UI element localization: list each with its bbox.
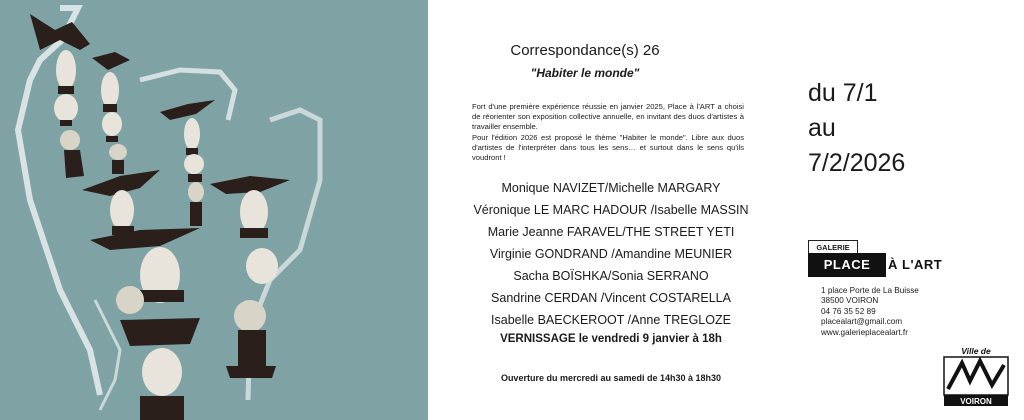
address-city: 38500 VOIRON [821,296,879,306]
exhibition-subtitle: "Habiter le monde" [530,66,640,80]
totem-1 [30,14,90,178]
artist-duo: Sacha BOÏSHKA/Sonia SERRANO [513,269,709,283]
artist-duo: Monique NAVIZET/Michelle MARGARY [501,181,721,195]
ville-logo-top: Ville de [961,346,991,356]
date-end: 7/2/2026 [808,149,906,177]
address-street: 1 place Porte de La Buisse [821,286,919,295]
artist-duo: Isabelle BAECKEROOT /Anne TREGLOZE [491,313,731,327]
date-start: du 7/1 [808,79,878,107]
intro-text [472,102,744,163]
totem-5 [210,176,290,378]
logo-galerie-label: GALERIE [808,240,858,255]
sculpture-illustration [0,0,428,420]
gallery-logo [808,240,943,280]
opening-hours: Ouverture du mercredi au samedi de 14h30 à 18h30 [500,373,722,383]
vernissage-info: VERNISSAGE le vendredi 9 janvier à 18h [500,333,722,345]
ville-logo-bottom: VOIRON [960,397,992,406]
exhibition-title: Correspondance(s) 26 [510,42,660,59]
exhibition-dates [808,76,905,181]
artist-duo: Sandrine CERDAN /Vincent COSTARELLA [491,291,731,305]
address-website[interactable]: www.galerieplacealart.fr [821,327,908,337]
address-email[interactable]: placealart@gmail.com [821,317,903,327]
address-phone: 04 76 35 52 89 [821,306,876,316]
artist-list [470,177,752,331]
artist-duo: Véronique LE MARC HADOUR /Isabelle MASSIN [473,203,749,217]
artist-duo: Virginie GONDRAND /Amandine MEUNIER [489,247,733,261]
logo-art-label: À L'ART [888,257,943,272]
totem-3 [160,100,215,226]
gallery-address [821,286,919,338]
date-separator: au [808,114,836,142]
intro-paragraph-2: Pour l'édition 2026 est proposé le thème "Habiter le monde". Libre aux duos d'artistes de l'interpréter dans tous les sens… et surtout dans le sens qu'ils voudront ! [472,132,744,163]
ville-de-voiron-logo [940,345,1012,407]
sculpture-photo [0,0,428,420]
totem-2 [92,52,130,174]
logo-place-label: PLACE [808,253,886,277]
intro-paragraph-1: Fort d'une première expérience réussie en janvier 2025, Place à l'ART a choisi de réorienter son exposition collective annuelle, en invitant des duos d'artistes à travailler ensemble. [472,102,744,132]
artist-duo: Marie Jeanne FARAVEL/THE STREET YETI [487,225,735,239]
